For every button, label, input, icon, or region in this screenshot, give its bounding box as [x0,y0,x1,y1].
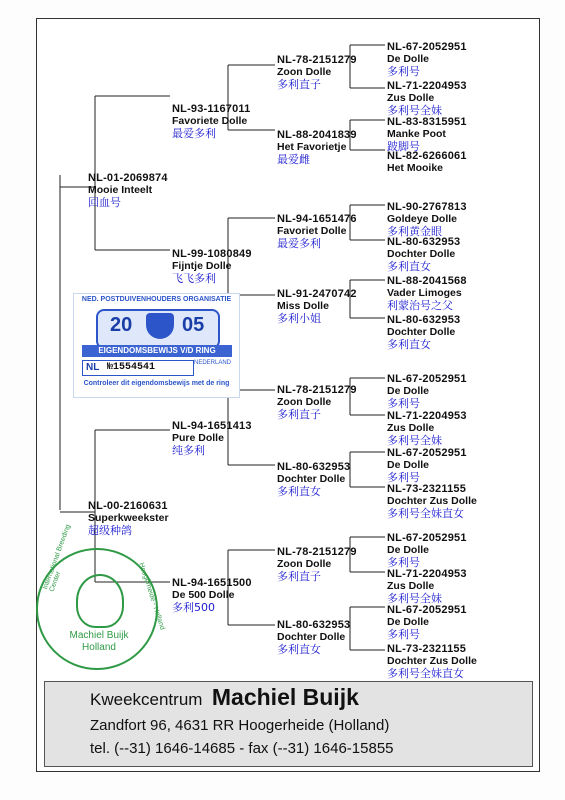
dsd2-pigeon [387,568,467,605]
ddd2-pigeon [387,643,477,680]
ddd-pigeon [387,314,460,351]
stamp-text [54,630,144,654]
pigeon-name: Dochter Dolle [277,473,346,485]
certificate-org: NED. POSTDUIVENHOUDERS ORGANISATIE [81,296,232,303]
pigeon-name: Favoriete Dolle [172,115,248,127]
pigeon-name: De Dolle [387,616,430,628]
ring-number: NL-94-1651476 [277,213,357,225]
ring-number: NL-73-2321155 [387,643,467,655]
pigeon-name: Zus Dolle [387,422,435,434]
sd2-pigeon [277,461,350,498]
pigeon-name-cn: 多利500 [172,601,215,614]
ring-number: NL-73-2321155 [387,483,467,495]
ring-number: NL-88-2041568 [387,275,467,287]
ring-number: NL-67-2052951 [387,447,467,459]
ring-number: NL-94-1651500 [172,577,252,589]
ring-number: NL-01-2069874 [88,172,168,184]
pigeon-name-cn: 多利直子 [277,570,321,583]
pigeon-name-cn: 多利号全妹直女 [387,667,464,680]
certificate-footer: Controleer dit eigendomsbewijs met de ring [83,380,230,387]
pigeon-name-cn: 多利号全妹 [387,104,442,117]
pigeon-name-cn: 多利号 [387,556,420,569]
footer-contact: tel. (--31) 1646-14685 - fax (--31) 1646-15855 [90,740,394,757]
pigeon-name-cn: 多利直女 [277,485,321,498]
pigeon-name: Mooie Inteelt [88,184,153,196]
ssd2-pigeon [387,410,467,447]
pigeon-name: Zoon Dolle [277,396,332,408]
pigeon-name-cn: 最爱雌 [277,153,310,166]
pigeon-name: Vader Limoges [387,287,462,299]
year-right: 05 [182,314,205,336]
pigeon-name: Favoriet Dolle [277,225,347,237]
stamp-name: Machiel Buijk [69,630,129,641]
pigeon-name-cn: 多利号全妹 [387,434,442,447]
ring-number: NL-00-2160631 [88,500,168,512]
certificate-number-box [82,360,194,376]
sss-pigeon [387,41,467,78]
ring-number: NL-91-2470742 [277,288,357,300]
ds-pigeon [277,213,357,250]
ring-number: NL-93-1167011 [172,103,251,115]
pigeon-name-cn: 最爱多利 [172,127,216,140]
certificate-band: EIGENDOMSBEWIJS V/D RING [82,345,232,357]
ring-number: NL-80-632953 [387,236,461,248]
pigeon-name-cn: 多利直女 [277,643,321,656]
ring-number: NL-78-2151279 [277,384,357,396]
ring-number: NL-80-632953 [387,314,461,326]
country-code: NL [86,362,100,373]
pigeon-name: Zoon Dolle [277,66,332,78]
pigeon-name-cn: 多利直女 [387,338,431,351]
pigeon-name: Zoon Dolle [277,558,332,570]
eagle-emblem-icon [76,574,124,628]
dss2-pigeon [387,532,467,569]
dds-pigeon [387,275,467,312]
ring-number: NL-78-2151279 [277,546,357,558]
ring-number: NL-80-632953 [277,461,351,473]
ds2-pigeon [277,546,357,583]
pigeon-name: Dochter Dolle [277,631,346,643]
ring-number: NL-90-2767813 [387,201,467,213]
pigeon-name: De Dolle [387,544,430,556]
pigeon-name: Manke Poot [387,128,446,140]
pigeon-name-cn: 飞飞多利 [172,272,216,285]
pigeon-name: Zus Dolle [387,580,435,592]
certificate-number: №1554541 [107,362,156,373]
lion-emblem-icon [146,313,174,339]
pigeon-name: De 500 Dolle [172,589,235,601]
ss2-pigeon [277,384,357,421]
pigeon-name-cn: 多利小姐 [277,312,321,325]
sds-pigeon [387,116,467,153]
dd-pigeon [277,288,357,325]
ring-number: NL-71-2204953 [387,410,467,422]
dam-pigeon [172,248,252,285]
stamp-arc-left: International Breeding Center [42,523,73,593]
ring-number: NL-82-6266061 [387,150,467,162]
pigeon-name-cn: 利蒙治号之父 [387,299,453,312]
pigeon-name: Dochter Dolle [387,326,456,338]
dam2-pigeon [172,577,252,614]
pigeon-name: Dochter Dolle [387,248,456,260]
ring-number: NL-67-2052951 [387,532,467,544]
pigeon-name-cn: 多利直子 [277,78,321,91]
pigeon-name-cn: 跛脚号 [387,140,420,153]
pigeon-name-cn: 多利号全妹直女 [387,507,464,520]
dss-pigeon [387,201,467,238]
ring-number: NL-67-2052951 [387,373,467,385]
pigeon-name: De Dolle [387,385,430,397]
pigeon-name-cn: 多利号 [387,471,420,484]
ring-number: NL-88-2041839 [277,129,357,141]
sds2-pigeon [387,447,467,484]
pigeon-name-cn: 多利号 [387,628,420,641]
certificate-year-badge [96,309,220,349]
pigeon-name-cn: 纯多利 [172,444,205,457]
sdd-pigeon [387,150,467,174]
pigeon-name: Het Mooike [387,162,444,174]
sire2-pigeon [172,420,252,457]
pigeon-name-cn: 多利号 [387,65,420,78]
pigeon-name: De Dolle [387,53,430,65]
footer-prefix: Kweekcentrum [90,690,203,709]
ring-number: NL-83-8315951 [387,116,467,128]
pigeon-name: De Dolle [387,459,430,471]
sss2-pigeon [387,373,467,410]
breeder-footer [44,681,533,767]
pigeon-name-cn: 多利直女 [387,260,431,273]
ring-number: NL-67-2052951 [387,604,467,616]
dds2-pigeon [387,604,467,641]
pigeon-name: Goldeye Dolle [387,213,458,225]
pigeon-name-cn: 最爱多利 [277,237,321,250]
certificate-country: NEDERLAND [194,360,232,366]
subject2-pigeon [88,500,169,537]
ring-number: NL-99-1080849 [172,248,252,260]
pigeon-name: Fijntje Dolle [172,260,232,272]
pigeon-name: Superkweekster [88,512,169,524]
stamp-arc-right: Hoogerheide - Holland [137,562,166,631]
pigeon-name-cn: 多利黄金眼 [387,225,442,238]
dsd-pigeon [387,236,460,273]
ssd-pigeon [387,80,467,117]
dd2-pigeon [277,619,350,656]
ring-number: NL-78-2151279 [277,54,357,66]
sire-pigeon [172,103,250,140]
footer-name: Machiel Buijk [211,684,359,710]
ring-number: NL-80-632953 [277,619,351,631]
pigeon-name: Zus Dolle [387,92,435,104]
subject-pigeon [88,172,168,209]
pigeon-name-cn: 多利直子 [277,408,321,421]
ownership-certificate [73,293,240,398]
ring-number: NL-67-2052951 [387,41,467,53]
pigeon-name-cn: 多利号 [387,397,420,410]
year-left: 20 [110,314,133,336]
pigeon-name-cn: 超级种鸽 [88,524,132,537]
stamp-place: Holland [82,642,116,653]
pigeon-name: Het Favorietje [277,141,347,153]
sdd2-pigeon [387,483,477,520]
pigeon-name-cn: 多利号全妹 [387,592,442,605]
footer-address: Zandfort 96, 4631 RR Hoogerheide (Holland) [90,717,390,734]
ss-pigeon [277,54,357,91]
ring-number: NL-71-2204953 [387,80,467,92]
pigeon-name: Miss Dolle [277,300,329,312]
pigeon-name: Dochter Zus Dolle [387,655,477,667]
pigeon-name: Dochter Zus Dolle [387,495,477,507]
footer-title [90,684,359,711]
sd-pigeon [277,129,357,166]
ring-number: NL-71-2204953 [387,568,467,580]
ring-number: NL-94-1651413 [172,420,252,432]
pigeon-name-cn: 回血号 [88,196,121,209]
pigeon-name: Pure Dolle [172,432,224,444]
